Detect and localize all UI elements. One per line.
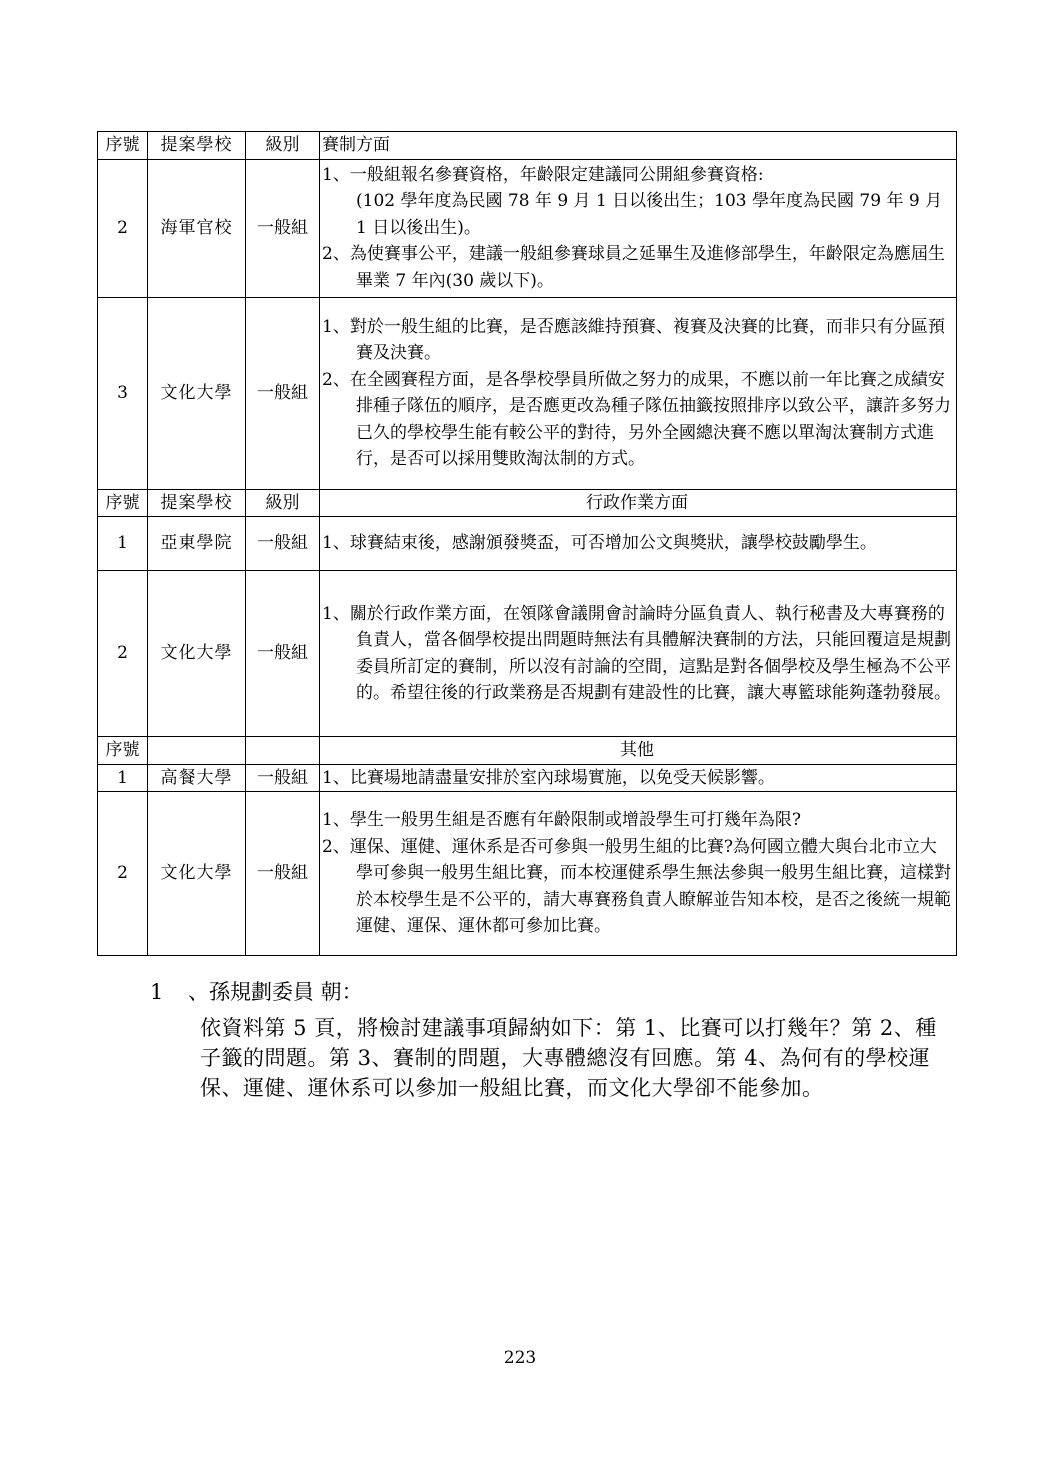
header-level: 級別 [246, 132, 320, 160]
row-number: 1 [98, 517, 148, 571]
table-row [98, 517, 957, 571]
proposal-content [320, 571, 957, 737]
proposal-item: 2、運保、運健、運休系是否可參與一般男生組的比賽?為何國立體大與台北市立大學可參與一般男生組比賽，而本校運健系學生無法參與一般男生組比賽，這樣對於本校學生是不公平的，請大專賽務負責人瞭解並告知本校，是否之後統一規範運健、運保、運休都可參加比賽。 [322, 836, 951, 937]
section-header-row [98, 489, 957, 517]
section-title: 其他 [320, 737, 957, 765]
section-header-row [98, 132, 957, 160]
level: 一般組 [246, 571, 320, 737]
proposal-item: (102 學年度為民國 78 年 9 月 1 日以後出生；103 學年度為民國 79 年 9 月 1 日以後出生)。 [356, 191, 943, 238]
row-number: 1 [98, 764, 148, 792]
row-number: 2 [98, 159, 148, 297]
proposal-item: 1、球賽結束後，感謝頒發獎盃，可否增加公文與獎狀，讓學校鼓勵學生。 [322, 533, 877, 554]
proposal-content [320, 297, 957, 489]
header-school: 提案學校 [148, 132, 246, 160]
proposal-item: 1、一般組報名參賽資格，年齡限定建議同公開組參賽資格: [322, 164, 764, 185]
section-header-row [98, 737, 957, 765]
proposal-item: 1、對於一般生組的比賽，是否應該維持預賽、複賽及決賽的比賽，而非只有分區預賽及決賽。 [322, 316, 945, 363]
table-row [98, 159, 957, 297]
proposal-item: 1、關於行政作業方面，在領隊會議開會討論時分區負責人、執行秘書及大專賽務的負責人，當各個學校提出問題時無法有具體解決賽制的方法，只能回覆這是規劃委員所訂定的賽制，所以沒有討論的空間，這點是對各個學校及學生極為不公平的。希望往後的行政業務是否規劃有建設性的比賽，讓大專籃球能夠蓬勃發展。 [322, 603, 951, 703]
section-title: 行政作業方面 [320, 489, 957, 517]
page-number: 223 [503, 1348, 537, 1368]
proposal-table [97, 131, 957, 956]
proposing-school: 文化大學 [148, 792, 246, 956]
level: 一般組 [246, 764, 320, 792]
table-row [98, 571, 957, 737]
row-number: 2 [98, 571, 148, 737]
summary-number: 1 [150, 980, 164, 1004]
summary-heading-line [150, 977, 950, 1007]
table-row [98, 764, 957, 792]
header-school: 提案學校 [148, 489, 246, 517]
row-number: 3 [98, 297, 148, 489]
header-level: 級別 [246, 489, 320, 517]
proposal-content [320, 517, 957, 571]
summary-section [150, 977, 950, 1103]
header-no: 序號 [98, 737, 148, 765]
proposal-content [320, 764, 957, 792]
header-level [246, 737, 320, 765]
proposal-content [320, 159, 957, 297]
table-row [98, 792, 957, 956]
level: 一般組 [246, 517, 320, 571]
proposal-item: 2、為使賽事公平，建議一般組參賽球員之延畢生及進修部學生，年齡限定為應屆生畢業 7 年內(30 歲以下)。 [322, 244, 945, 291]
summary-heading: 、孫規劃委員 朝： [188, 980, 363, 1004]
proposing-school: 文化大學 [148, 297, 246, 489]
proposal-content [320, 792, 957, 956]
proposal-item: 1、比賽場地請盡量安排於室內球場實施，以免受天候影響。 [322, 767, 775, 788]
proposal-item: 1、學生一般男生組是否應有年齡限制或增設學生可打幾年為限? [322, 810, 801, 831]
table-row [98, 297, 957, 489]
level: 一般組 [246, 159, 320, 297]
level: 一般組 [246, 792, 320, 956]
section-title: 賽制方面 [320, 132, 957, 160]
proposing-school: 高餐大學 [148, 764, 246, 792]
proposal-item: 2、在全國賽程方面，是各學校學員所做之努力的成果，不應以前一年比賽之成績安排種子隊伍的順序，是否應更改為種子隊伍抽籤按照排序以致公平，讓許多努力已久的學校學生能有較公平的對待，另外全國總決賽不應以單淘汰賽制方式進行，是否可以採用雙敗淘汰制的方式。 [322, 369, 951, 469]
proposing-school: 海軍官校 [148, 159, 246, 297]
summary-body: 依資料第 5 頁，將檢討建議事項歸納如下：第 1、比賽可以打幾年？第 2、種子籤的問題。第 3、賽制的問題，大專體總沒有回應。第 4、為何有的學校運保、運健、運休系可以參加一般組比賽，而文化大學卻不能參加。 [200, 1016, 937, 1100]
header-no: 序號 [98, 489, 148, 517]
header-no: 序號 [98, 132, 148, 160]
proposing-school: 亞東學院 [148, 517, 246, 571]
row-number: 2 [98, 792, 148, 956]
header-school [148, 737, 246, 765]
level: 一般組 [246, 297, 320, 489]
proposing-school: 文化大學 [148, 571, 246, 737]
